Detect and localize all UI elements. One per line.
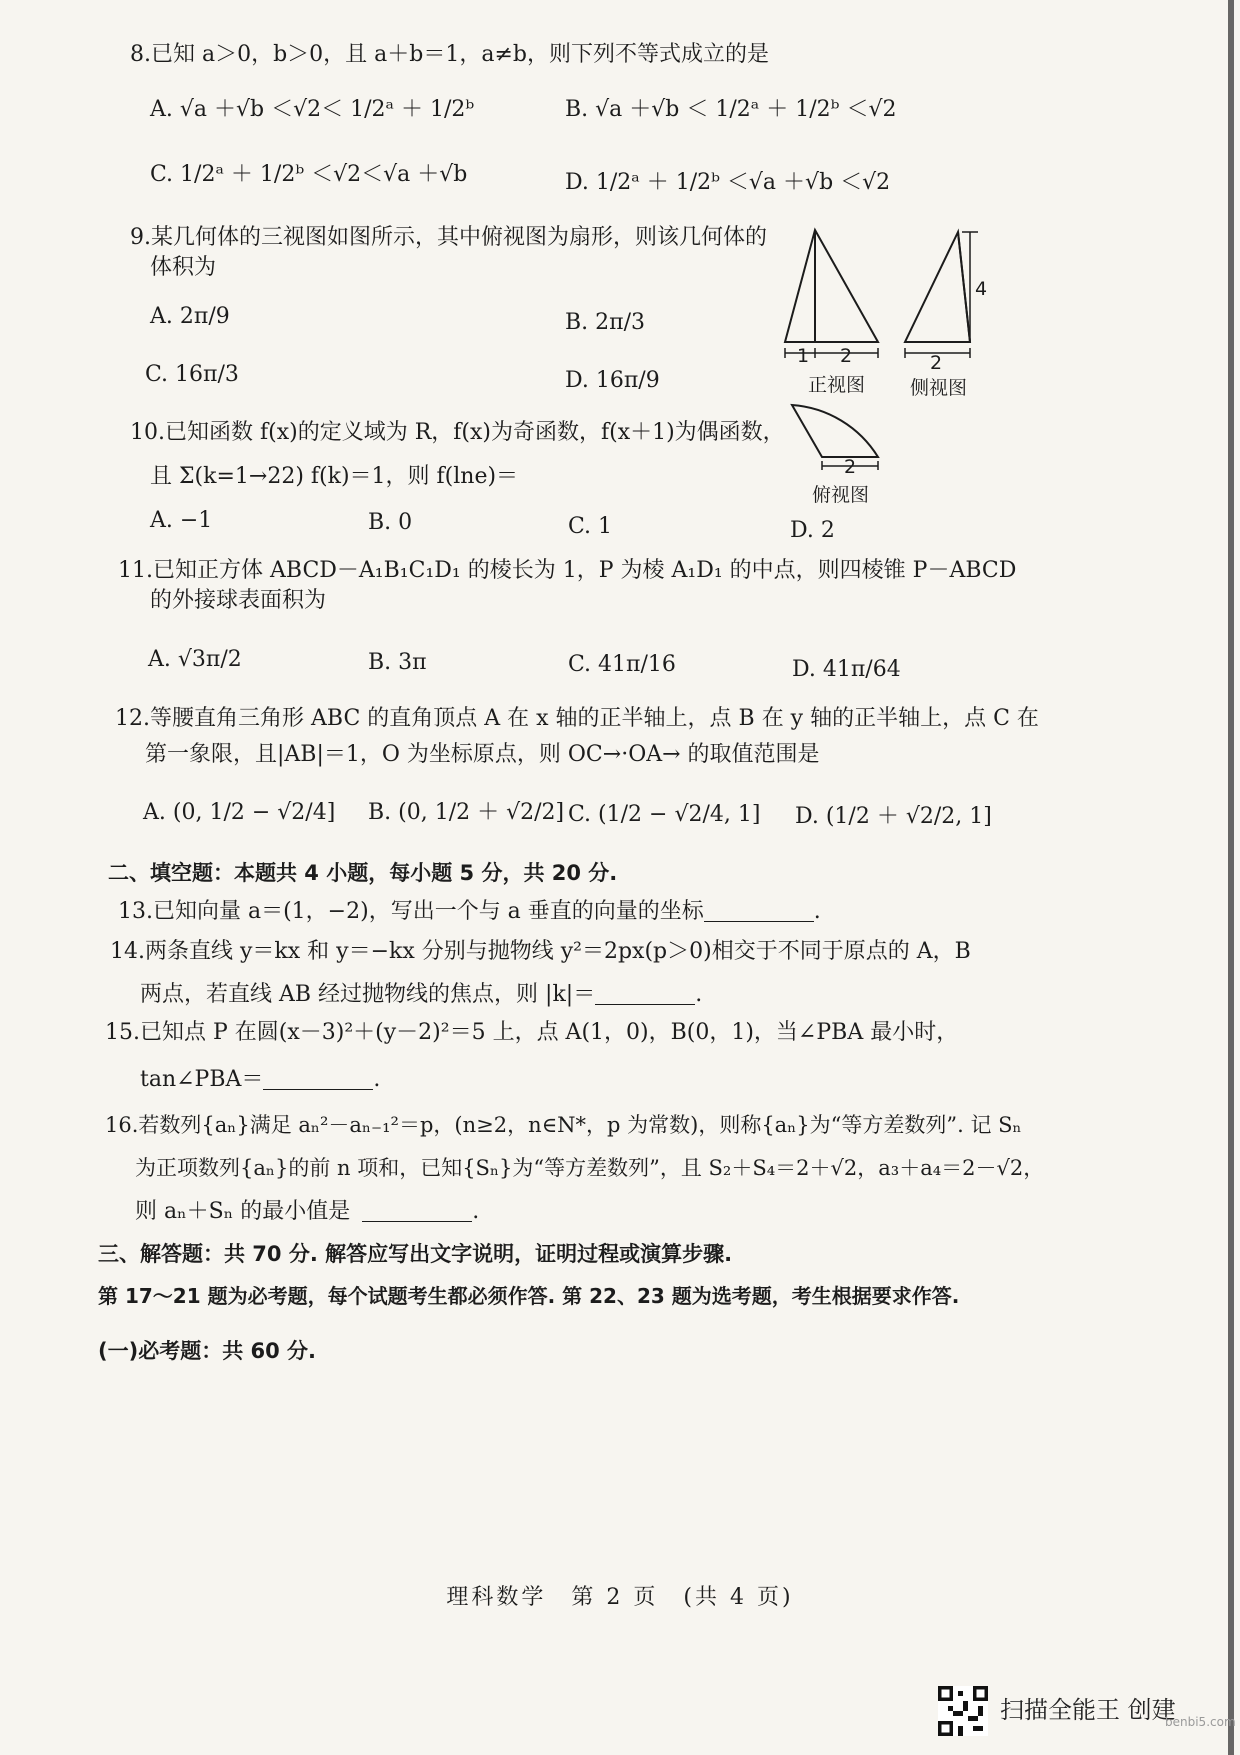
- q10-option-d: D. 2: [790, 518, 835, 543]
- q14-answer-blank[interactable]: [595, 982, 695, 1005]
- q15-end: .: [373, 1067, 381, 1092]
- q12-option-b: B. (0, 1/2 ＋ √2/2]: [368, 800, 565, 825]
- q9-option-d: D. 16π/9: [565, 368, 660, 393]
- qr-code-icon: [938, 1686, 988, 1736]
- section-2-heading: 二、填空题：本题共 4 小题，每小题 5 分，共 20 分.: [108, 861, 618, 885]
- side-dim-bottom: 2: [930, 352, 943, 374]
- q11-stem-line2: 的外接球表面积为: [150, 588, 327, 613]
- q14-line2: [140, 980, 702, 1010]
- q12-option-a: A. (0, 1/2 − √2/4]: [143, 800, 336, 825]
- q9-option-a: A. 2π/9: [150, 304, 230, 329]
- q14-end: .: [695, 982, 703, 1007]
- q15-answer-blank[interactable]: [263, 1067, 373, 1090]
- top-view-label: 俯视图: [812, 484, 870, 506]
- scanner-watermark: 扫描全能王 创建: [1000, 1696, 1176, 1724]
- q16-answer-blank[interactable]: [362, 1199, 472, 1222]
- q13-stem: 13.已知向量 a＝(1，−2)，写出一个与 a 垂直的向量的坐标: [118, 899, 704, 924]
- front-view: [785, 230, 878, 342]
- top-view: [792, 405, 878, 457]
- q12-stem-line2: 第一象限，且|AB|＝1，O 为坐标原点，则 OC→·OA→ 的取值范围是: [145, 742, 820, 767]
- q8-option-c: C. 1/2ᵃ ＋ 1/2ᵇ ＜√2＜√a ＋√b: [150, 162, 468, 187]
- q11-option-c: C. 41π/16: [568, 652, 676, 677]
- q8-option-a: A. √a ＋√b ＜√2＜ 1/2ᵃ ＋ 1/2ᵇ: [150, 97, 475, 122]
- q9-option-c: C. 16π/3: [145, 362, 239, 387]
- q12-option-d: D. (1/2 ＋ √2/2, 1]: [795, 804, 992, 829]
- q15-stem-line1: 15.已知点 P 在圆(x－3)²＋(y－2)²＝5 上，点 A(1，0)，B(0，1)，当∠PBA 最小时，: [105, 1020, 959, 1045]
- front-dim-right: 2: [840, 345, 853, 367]
- site-watermark: benbi5.com: [1165, 1715, 1236, 1729]
- q15-stem2: tan∠PBA＝: [140, 1067, 264, 1092]
- q11-option-a: A. √3π/2: [148, 647, 242, 672]
- side-view: [905, 232, 970, 342]
- q10-option-b: B. 0: [368, 510, 413, 535]
- q11-stem-line1: 11.已知正方体 ABCD－A₁B₁C₁D₁ 的棱长为 1，P 为棱 A₁D₁ 的中点，则四棱锥 P－ABCD: [118, 558, 1017, 583]
- q15-line2: [140, 1065, 380, 1095]
- q8-stem: 8.已知 a＞0，b＞0，且 a＋b＝1，a≠b，则下列不等式成立的是: [130, 42, 770, 67]
- side-dimension: [905, 232, 978, 358]
- q8-option-d: D. 1/2ᵃ ＋ 1/2ᵇ ＜√a ＋√b ＜√2: [565, 170, 891, 195]
- page-edge: [1228, 0, 1234, 1755]
- q16-stem-line2: 为正项数列{aₙ}的前 n 项和，已知{Sₙ}为“等方差数列”，且 S₂＋S₄＝2＋√2，a₃＋a₄＝2－√2，: [135, 1156, 1045, 1180]
- q13-answer-blank[interactable]: [704, 899, 814, 922]
- q9-stem-line1: 9.某几何体的三视图如图所示，其中俯视图为扇形，则该几何体的: [130, 225, 767, 250]
- q13-line: [118, 897, 821, 927]
- q12-stem-line1: 12.等腰直角三角形 ABC 的直角顶点 A 在 x 轴的正半轴上，点 B 在 y 轴的正半轴上，点 C 在: [115, 706, 1039, 731]
- q16-end: .: [472, 1199, 480, 1224]
- q16-stem-line1: 16.若数列{aₙ}满足 aₙ²－aₙ₋₁²＝p，(n≥2，n∈N*，p 为常数)，则称{aₙ}为“等方差数列”. 记 Sₙ: [105, 1113, 1022, 1137]
- q10-option-c: C. 1: [568, 514, 613, 539]
- q16-stem3: 则 aₙ＋Sₙ 的最小值是: [135, 1199, 351, 1224]
- q16-line3: [135, 1197, 479, 1227]
- side-dim-height: 4: [975, 278, 988, 300]
- page-footer: 理科数学 第 2 页 (共 4 页): [446, 1585, 794, 1610]
- section-3-heading: 三、解答题：共 70 分. 解答应写出文字说明，证明过程或演算步骤.: [98, 1242, 733, 1266]
- q9-stem-line2: 体积为: [150, 255, 217, 280]
- section-3-sub: (一)必考题：共 60 分.: [98, 1339, 317, 1363]
- q13-end: .: [813, 899, 821, 924]
- q11-option-d: D. 41π/64: [792, 657, 901, 682]
- q9-option-b: B. 2π/3: [565, 310, 646, 335]
- q12-option-c: C. (1/2 − √2/4, 1]: [568, 802, 761, 827]
- q10-stem-line2: 且 Σ(k=1→22) f(k)＝1，则 f(lne)＝: [150, 464, 519, 489]
- front-view-label: 正视图: [808, 374, 866, 396]
- q8-option-b: B. √a ＋√b ＜ 1/2ᵃ ＋ 1/2ᵇ ＜√2: [565, 97, 897, 122]
- q10-stem-line1: 10.已知函数 f(x)的定义域为 R，f(x)为奇函数，f(x＋1)为偶函数，: [130, 420, 785, 445]
- q11-option-b: B. 3π: [368, 650, 427, 675]
- section-3-note: 第 17～21 题为必考题，每个试题考生都必须作答. 第 22、23 题为选考题，考生根据要求作答.: [98, 1284, 960, 1308]
- side-view-label: 侧视图: [910, 377, 968, 399]
- q14-stem-line1: 14.两条直线 y＝kx 和 y＝−kx 分别与抛物线 y²＝2px(p＞0)相交于不同于原点的 A，B: [110, 939, 971, 964]
- q10-option-a: A. −1: [150, 508, 213, 533]
- top-dim: 2: [844, 456, 857, 478]
- front-dim-left: 1: [797, 345, 810, 367]
- q14-stem2: 两点，若直线 AB 经过抛物线的焦点，则 |k|＝: [140, 982, 596, 1007]
